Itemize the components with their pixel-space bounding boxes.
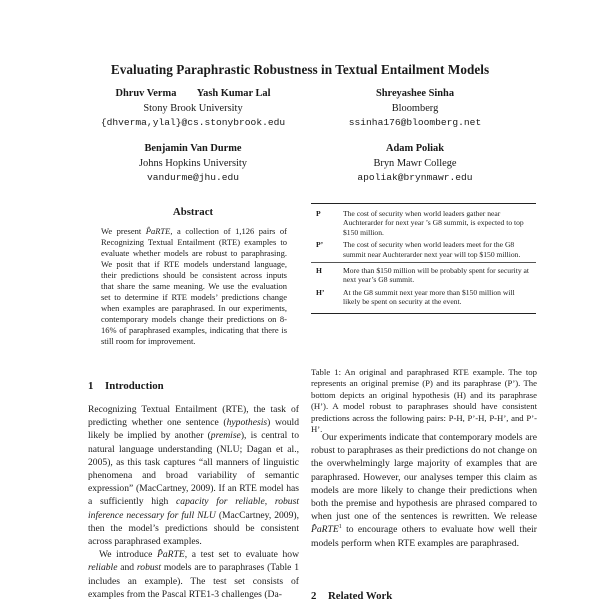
- author-affiliation: Bloomberg: [391, 102, 439, 114]
- author-block-4: [318, 142, 512, 186]
- footnote-marker: 1: [338, 524, 342, 531]
- section-heading-related-work: 2 Related Work: [311, 590, 393, 602]
- author-block-1: [88, 87, 298, 131]
- table-row: [311, 262, 536, 285]
- paper-title: Evaluating Paraphrastic Robustness in Textual Entailment Models: [110, 62, 490, 77]
- author-names: Dhruv Verma Yash Kumar Lal: [115, 88, 271, 99]
- row-text: At the G8 summit next year more than $150 million will likely be spent on security at the event.: [343, 287, 515, 307]
- row-text: The cost of security when world leaders gather near Auchterarder for next year ’s G8 summit, is expected to top $150 million.: [343, 209, 524, 237]
- table-caption: Table 1: An original and paraphrased RTE example. The top represents an original premise (P) and its paraphrase (P’). The bottom depicts an original hypothesis (H) and its paraphrase (H’). A model robust to paraphrases should have consistent predictions across the following pairs: P-H, P’-H, P-H’, and P’-H’.: [311, 367, 537, 435]
- author-email: vandurme@jhu.edu: [146, 172, 240, 184]
- table-row: [311, 288, 536, 307]
- introduction-text: [88, 403, 299, 601]
- table-row: [311, 240, 536, 259]
- author-email: {dhverma,ylal}@cs.stonybrook.edu: [100, 117, 286, 129]
- intro-paragraph-2: We introduce P̂aRTE, a test set to evaluate how reliable and robust models are to paraphrases (Table 1 includes an example). The test set consists of examples from the Pascal RTE1-3 challenges (Da-: [88, 549, 300, 600]
- row-label: H’: [316, 287, 325, 297]
- author-email: ssinha176@bloomberg.net: [348, 117, 482, 129]
- author-names: Adam Poliak: [385, 143, 445, 154]
- body-paragraph: Our experiments indicate that contemporary models are robust to paraphrases as their predictions do not change on the overwhelmingly large majority of examples that are paraphrased. However, our analyses temper this claim as models are more likely to change their predictions when both the premise and hypothesis are phrased compared to when just one of the sentences is rewritten. We release P̂aRTE$^1$ to encourage others to evaluate how well their models perform when RTE examples are paraphrased.: [311, 432, 537, 549]
- example-table: [311, 203, 536, 314]
- row-text: The cost of security when world leaders meet for the G8 summit near Auchterarder next year will top $150 million.: [343, 240, 521, 259]
- author-email: apoliak@brynmawr.edu: [357, 172, 473, 184]
- author-names: Shreyashee Sinha: [375, 88, 455, 99]
- dataset-name: P̂aRTE: [311, 524, 339, 536]
- author-affiliation: Bryn Mawr College: [373, 157, 457, 169]
- author-block-3: [88, 142, 298, 186]
- section-heading-introduction: 1 Introduction: [88, 380, 164, 392]
- author-affiliation: Johns Hopkins University: [139, 157, 247, 169]
- intro-paragraph-1: Recognizing Textual Entailment (RTE), the task of predicting whether one sentence (hypothesis) would likely be implied by another (premise), is central to natural language understanding (NLU; Dagan et al., 2005), as this task captures “all manners of linguistic phenomena and broad variability of semantic expression” (MacCartney, 2009). If an RTE model has a sufficiently high capacity for reliable, robust inference necessary for full NLU (MacCartney, 2009), then the model’s predictions should be consistent across paraphrased examples.: [88, 404, 299, 548]
- row-label: P’: [316, 240, 324, 250]
- author-names: Benjamin Van Durme: [144, 143, 242, 154]
- row-label: P: [316, 209, 321, 218]
- abstract-text: We present P̂aRTE, a collection of 1,126 pairs of Recognizing Textual Entailment (RTE) examples to evaluate whether models are robust to paraphrasing. We posit that if RTE models understand language, their predictions should be consistent across inputs that share the same meaning. We use the evaluation set to determine if RTE models’ predictions change when examples are paraphrased. In our experiments, contemporary models change their predictions on 8-16% of paraphrased examples, indicating that there is still room for improvement.: [101, 226, 287, 346]
- dataset-name: P̂aRTE: [145, 226, 171, 236]
- table-row: [311, 209, 536, 237]
- abstract-heading: Abstract: [172, 206, 214, 218]
- right-column-text: [311, 431, 537, 550]
- author-affiliation: Stony Brook University: [143, 102, 243, 114]
- row-text: More than $150 million will be probably spent for security at next year’s G8 summit.: [343, 266, 530, 285]
- row-label: H: [316, 266, 322, 276]
- author-block-2: [318, 87, 512, 131]
